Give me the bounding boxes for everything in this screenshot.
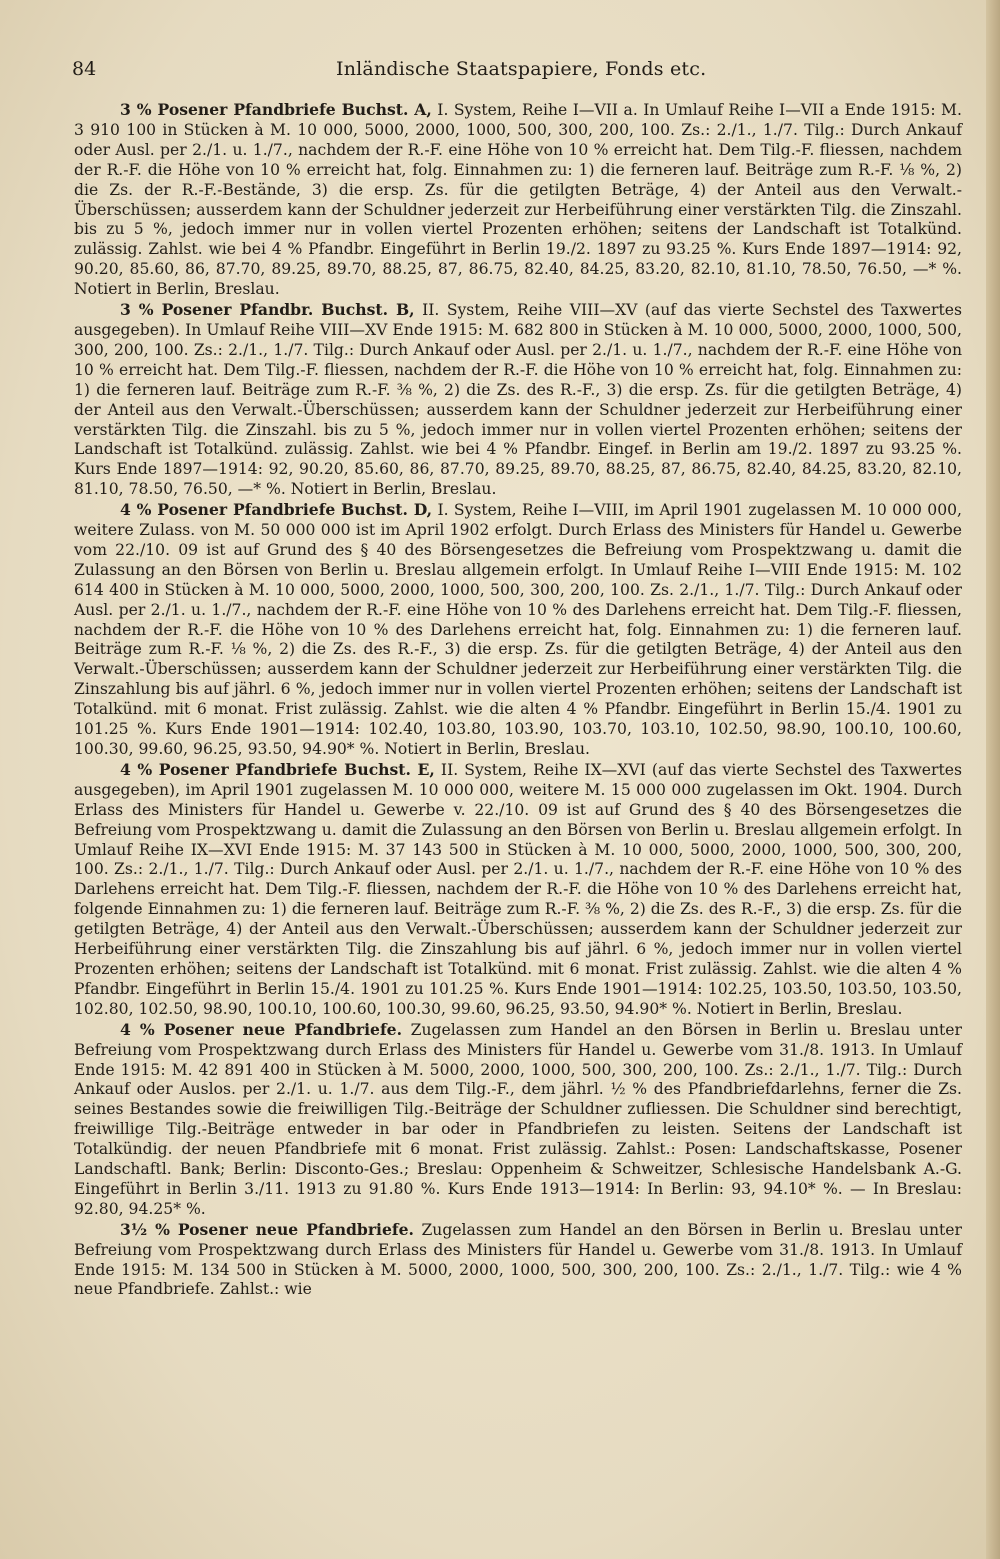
entry-neue-4 (74, 1020, 962, 1220)
entry-title: 4 % Posener Pfandbriefe Buchst. D, (120, 500, 433, 520)
page-number: 84 (72, 58, 97, 80)
entry-buchst-d (74, 500, 962, 760)
entry-text: Zugelassen zum Handel an den Börsen in Berlin u. Breslau unter Befreiung vom Prospektzwang durch Erlass des Ministers für Handel u. Gewerbe vom 31./8. 1913. In Umlauf Ende 1915: M. 134 500 in Stücken à M. 5000, 2000, 1000, 500, 300, 200, 100. Zs.: 2./1., 1./7. Tilg.: wie 4 % neue Pfandbriefe. Zahlst.: wie (74, 1220, 962, 1299)
body-text (74, 100, 962, 1300)
entry-neue-3-5 (74, 1220, 962, 1301)
entry-title: 3½ % Posener neue Pfandbriefe. (120, 1219, 414, 1239)
entry-title: 4 % Posener Pfandbriefe Buchst. E, (120, 759, 435, 779)
entry-title: 3 % Posener Pfandbr. Buchst. B, (120, 300, 415, 320)
page-edge (986, 0, 1000, 1559)
entry-title: 4 % Posener neue Pfandbriefe. (120, 1019, 403, 1039)
entry-text: Zugelassen zum Handel an den Börsen in Berlin u. Breslau unter Befreiung vom Prospektzwang durch Erlass des Ministers für Handel u. Gewerbe vom 31./8. 1913. In Umlauf Ende 1915: M. 42 891 400 in Stücken à M. 5000, 2000, 1000, 500, 300, 200, 100. Zs.: 2./1., 1./7. Tilg.: Durch Ankauf oder Auslos. per 2./1. u. 1./7. aus dem Tilg.-F., dem jährl. ½ % des Pfandbriefdarlehns, ferner die Zs. seines Bestandes sowie die freiwilligen Tilg.-Beiträge der Schuldner zufliessen. Die Schuldner sind berechtigt, freiwillige Tilg.-Beiträge entweder in bar oder in Pfandbriefen zu leisten. Seitens der Landschaft ist Totalkündig. der neuen Pfandbriefe mit 6 monat. Frist zulässig. Zahlst.: Posen: Landschaftskasse, Posener Landschaftl. Bank; Berlin: Disconto-Ges.; Breslau: Oppenheim & Schweitzer, Schlesische Handelsbank A.-G. Eingeführt in Berlin 3./11. 1913 zu 91.80 %. Kurs Ende 1913—1914: In Berlin: 93, 94.10* %. — In Breslau: 92.80, 94.25* %. (74, 1020, 962, 1218)
entry-text: I. System, Reihe I—VIII, im April 1901 zugelassen M. 10 000 000, weitere Zulass. von M. 50 000 000 ist im April 1902 erfolgt. Durch Erlass des Ministers für Handel u. Gewerbe vom 22./10. 09 ist auf Grund des § 40 des Börsengesetzes die Befreiung vom Prospektzwang u. damit die Zulassung an den Börsen von Berlin u. Breslau allgemein erfolgt. In Umlauf Reihe I—VIII Ende 1915: M. 102 614 400 in Stücken à M. 10 000, 5000, 2000, 1000, 500, 300, 200, 100. Zs. 2./1., 1./7. Tilg.: Durch Ankauf oder Ausl. per 2./1. u. 1./7., nachdem der R.-F. eine Höhe von 10 % des Darlehens erreicht hat. Dem Tilg.-F. fliessen, nachdem der R.-F. die Höhe von 10 % des Darlehens erreicht hat, folg. Einnahmen zu: 1) die ferneren lauf. Beiträge zum R.-F. ⅛ %, 2) die Zs. des R.-F., 3) die ersp. Zs. für die getilgten Beträge, 4) der Anteil aus den Verwalt.-Überschüssen; ausserdem kann der Schuldner jederzeit zur Herbeiführung einer verstärkten Tilg. die Zinszahlung bis auf jährl. 6 %, jedoch immer nur in vollen viertel Prozenten erhöhen; seitens der Landschaft ist Totalkünd. mit 6 monat. Frist zulässig. Zahlst. wie die alten 4 % Pfandbr. Eingeführt in Berlin 15./4. 1901 zu 101.25 %. Kurs Ende 1901—1914: 102.40, 103.80, 103.90, 103.70, 103.10, 102.50, 98.90, 100.10, 100.60, 100.30, 99.60, 96.25, 93.50, 94.90* %. Notiert in Berlin, Breslau. (74, 501, 962, 758)
entry-text: I. System, Reihe I—VII a. In Umlauf Reihe I—VII a Ende 1915: M. 3 910 100 in Stücken à M. 10 000, 5000, 2000, 1000, 500, 300, 200, 100. Zs.: 2./1., 1./7. Tilg.: Durch Ankauf oder Ausl. per 2./1. u. 1./7., nachdem der R.-F. eine Höhe von 10 % erreicht hat. Dem Tilg.-F. fliessen, nachdem der R.-F. die Höhe von 10 % erreicht hat, folg. Einnahmen zu: 1) die ferneren lauf. Beiträge zum R.-F. ⅛ %, 2) die Zs. der R.-F.-Bestände, 3) die ersp. Zs. für die getilgten Beträge, 4) der Anteil aus den Verwalt.-Überschüssen; ausserdem kann der Schuldner jederzeit zur Herbeiführung einer verstärkten Tilg. die Zinszahl. bis zu 5 %, jedoch immer nur in vollen viertel Prozenten erhöhen; seitens der Landschaft ist Totalkünd. zulässig. Zahlst. wie bei 4 % Pfandbr. Eingeführt in Berlin 19./2. 1897 zu 93.25 %. Kurs Ende 1897—1914: 92, 90.20, 85.60, 86, 87.70, 89.25, 89.70, 88.25, 87, 86.75, 82.40, 84.25, 83.20, 82.10, 81.10, 78.50, 76.50, —* %. Notiert in Berlin, Breslau. (74, 101, 962, 299)
entry-buchst-e (74, 760, 962, 1020)
page-header (72, 56, 962, 86)
entry-title: 3 % Posener Pfandbriefe Buchst. A, (120, 100, 432, 119)
entry-text: II. System, Reihe IX—XVI (auf das vierte Sechstel des Taxwertes ausgegeben), im April 1901 zugelassen M. 10 000 000, weitere M. 15 000 000 zugelassen im Okt. 1904. Durch Erlass des Ministers für Handel u. Gewerbe v. 22./10. 09 ist auf Grund des § 40 des Börsengesetzes die Befreiung vom Prospektzwang u. damit die Zulassung an den Börsen von Berlin u. Breslau allgemein erfolgt. In Umlauf Reihe IX—XVI Ende 1915: M. 37 143 500 in Stücken à M. 10 000, 5000, 2000, 1000, 500, 300, 200, 100. Zs.: 2./1., 1./7. Tilg.: Durch Ankauf oder Ausl. per 2./1. u. 1./7., nachdem der R.-F. eine Höhe von 10 % des Darlehens erreicht hat. Dem Tilg.-F. fliessen, nachdem der R.-F. die Höhe von 10 % des Darlehens erreicht hat, folgende Einnahmen zu: 1) die ferneren lauf. Beiträge zum R.-F. ⅜ %, 2) die Zs. des R.-F., 3) die ersp. Zs. für die getilgten Beträge, 4) der Anteil aus den Verwalt.-Überschüssen; ausserdem kann der Schuldner jederzeit zur Herbeiführung einer verstärkten Tilg. die Zinszahlung bis auf jährl. 6 %, jedoch immer nur in vollen viertel Prozenten erhöhen; seitens der Landschaft ist Totalkünd. mit 6 monat. Frist zulässig. Zahlst. wie die alten 4 % Pfandbr. Eingeführt in Berlin 15./4. 1901 zu 101.25 %. Kurs Ende 1901—1914: 102.25, 103.50, 103.50, 103.50, 102.80, 102.50, 98.90, 100.10, 100.60, 100.30, 99.60, 96.25, 93.50, 94.90* %. Notiert in Berlin, Breslau. (74, 760, 962, 1018)
entry-buchst-b (74, 300, 962, 500)
running-title: Inländische Staatspapiere, Fonds etc. (336, 58, 707, 80)
entry-buchst-a (74, 100, 962, 300)
entry-text: II. System, Reihe VIII—XV (auf das vierte Sechstel des Taxwertes ausgegeben). In Umlauf Reihe VIII—XV Ende 1915: M. 682 800 in Stücken à M. 10 000, 5000, 2000, 1000, 500, 300, 200, 100. Zs.: 2./1., 1./7. Tilg.: Durch Ankauf oder Ausl. per 2./1. u. 1./7., nachdem der R.-F. eine Höhe von 10 % erreicht hat. Dem Tilg.-F. fliessen, nachdem der R.-F. die Höhe von 10 % erreicht hat, folg. Einnahmen zu: 1) die ferneren lauf. Beiträge zum R.-F. ⅜ %, 2) die Zs. des R.-F., 3) die ersp. Zs. für die getilgten Beträge, 4) der Anteil aus den Verwalt.-Überschüssen; ausserdem kann der Schuldner jederzeit zur Herbeiführung einer verstärkten Tilg. die Zinszahl. bis zu 5 %, jedoch immer nur in vollen viertel Prozenten erhöhen; seitens der Landschaft ist Totalkünd. zulässig. Zahlst. wie bei 4 % Pfandbr. Eingef. in Berlin am 19./2. 1897 zu 93.25 %. Kurs Ende 1897—1914: 92, 90.20, 85.60, 86, 87.70, 89.25, 89.70, 88.25, 87, 86.75, 82.40, 84.25, 83.20, 82.10, 81.10, 78.50, 76.50, —* %. Notiert in Berlin, Breslau. (74, 301, 962, 499)
